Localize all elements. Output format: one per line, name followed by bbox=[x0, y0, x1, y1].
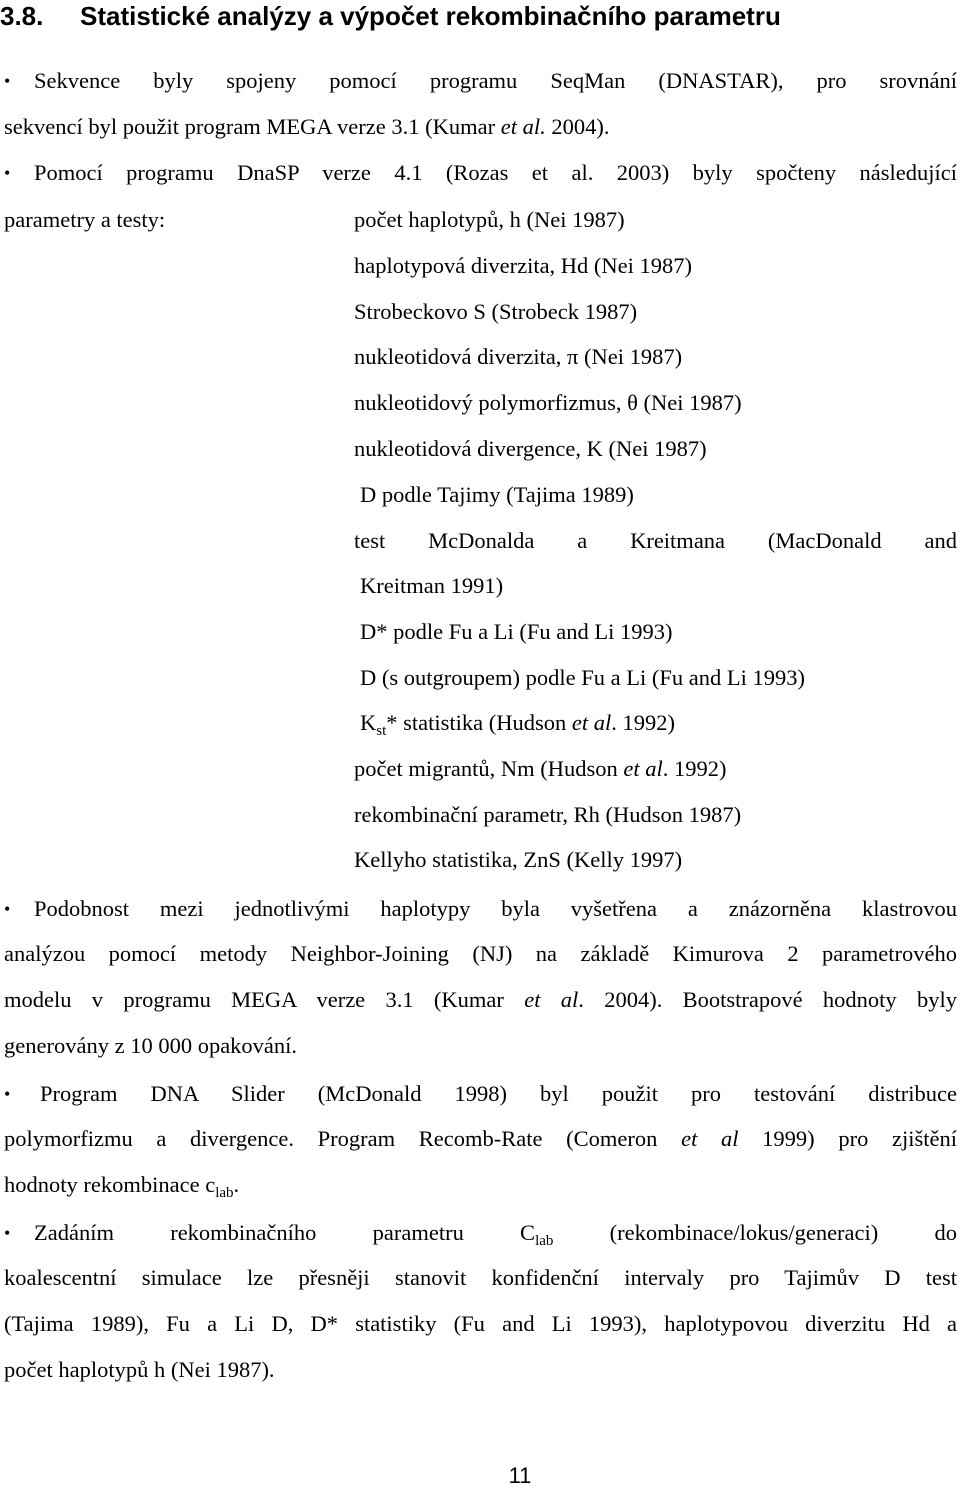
param-item: počet haplotypů, h (Nei 1987) bbox=[354, 207, 625, 232]
p4-line1: Program DNA Slider (McDonald 1998) byl použit pro testování distribuce bbox=[40, 1081, 957, 1106]
param-item-nm: počet migrantů, Nm (Hudson et al. 1992) bbox=[354, 756, 727, 781]
p5-line3: (Tajima 1989), Fu a Li D, D* statistiky (Fu and Li 1993), haplotypovou diverzitu Hd a bbox=[4, 1311, 957, 1336]
p5-line1: Zadáním rekombinačního parametru $C_{lab}$ (rekombinace/lokus/generaci) do bbox=[34, 1220, 957, 1249]
bullet-icon: • bbox=[4, 1223, 11, 1243]
page-number: 11 bbox=[508, 1463, 532, 1488]
param-item: Strobeckovo S (Strobeck 1987) bbox=[354, 299, 638, 324]
p2-line1: Pomocí programu DnaSP verze 4.1 (Rozas et al. 2003) byly spočteny následující bbox=[34, 160, 957, 185]
p3-line4: generovány z 10 000 opakování. bbox=[4, 1033, 298, 1058]
param-item: haplotypová diverzita, Hd (Nei 1987) bbox=[354, 253, 693, 278]
p2-label: parametry a testy: bbox=[4, 207, 166, 232]
param-item: nukleotidová divergence, K (Nei 1987) bbox=[354, 436, 707, 461]
param-item: nukleotidový polymorfizmus, θ (Nei 1987) bbox=[354, 390, 742, 415]
param-item: test McDonalda a Kreitmana (MacDonald and bbox=[354, 528, 957, 553]
p4-line2: polymorfizmu a divergence. Program Recomb-Rate (Comeron et al 1999) pro zjištění bbox=[4, 1126, 957, 1151]
section-heading bbox=[0, 0, 781, 32]
p3-line2: analýzou pomocí metody Neighbor-Joining (NJ) na základě Kimurova 2 parametrového bbox=[4, 941, 957, 966]
bullet-icon: • bbox=[4, 899, 11, 919]
param-item: D (s outgroupem) podle Fu a Li (Fu and Li 1993) bbox=[360, 665, 805, 690]
param-item: D* podle Fu a Li (Fu and Li 1993) bbox=[360, 619, 673, 644]
bullet-icon: • bbox=[4, 1084, 11, 1104]
p3-line3: modelu v programu MEGA verze 3.1 (Kumar et al. 2004). Bootstrapové hodnoty byly bbox=[4, 987, 957, 1012]
param-item: nukleotidová diverzita, π (Nei 1987) bbox=[354, 344, 683, 369]
param-item: Kellyho statistika, ZnS (Kelly 1997) bbox=[354, 847, 683, 872]
p1-line1: Sekvence byly spojeny pomocí programu SeqMan (DNASTAR), pro srovnání bbox=[34, 68, 957, 93]
p1-line2: sekvencí byl použit program MEGA verze 3.1 (Kumar et al. 2004). bbox=[4, 114, 610, 139]
bullet-icon: • bbox=[4, 71, 11, 91]
bullet-icon: • bbox=[4, 163, 11, 183]
p4-line3: hodnoty rekombinace $c_{lab}$. bbox=[4, 1172, 240, 1201]
param-item: D podle Tajimy (Tajima 1989) bbox=[360, 482, 634, 507]
p5-line2: koalescentní simulace lze přesněji stanovit konfidenční intervaly pro Tajimův D test bbox=[4, 1265, 957, 1290]
param-item: rekombinační parametr, Rh (Hudson 1987) bbox=[354, 802, 742, 827]
p5-line4: počet haplotypů h (Nei 1987). bbox=[4, 1357, 275, 1382]
section-title: Statistické analýzy a výpočet rekombinačního parametru bbox=[80, 1, 781, 31]
p3-line1: Podobnost mezi jednotlivými haplotypy byla vyšetřena a znázorněna klastrovou bbox=[34, 896, 957, 921]
param-item: Kreitman 1991) bbox=[360, 573, 504, 598]
section-number: 3.8. bbox=[0, 1, 44, 31]
param-item-kst: $K_{st}*$ statistika (Hudson et al. 1992) bbox=[360, 710, 676, 739]
